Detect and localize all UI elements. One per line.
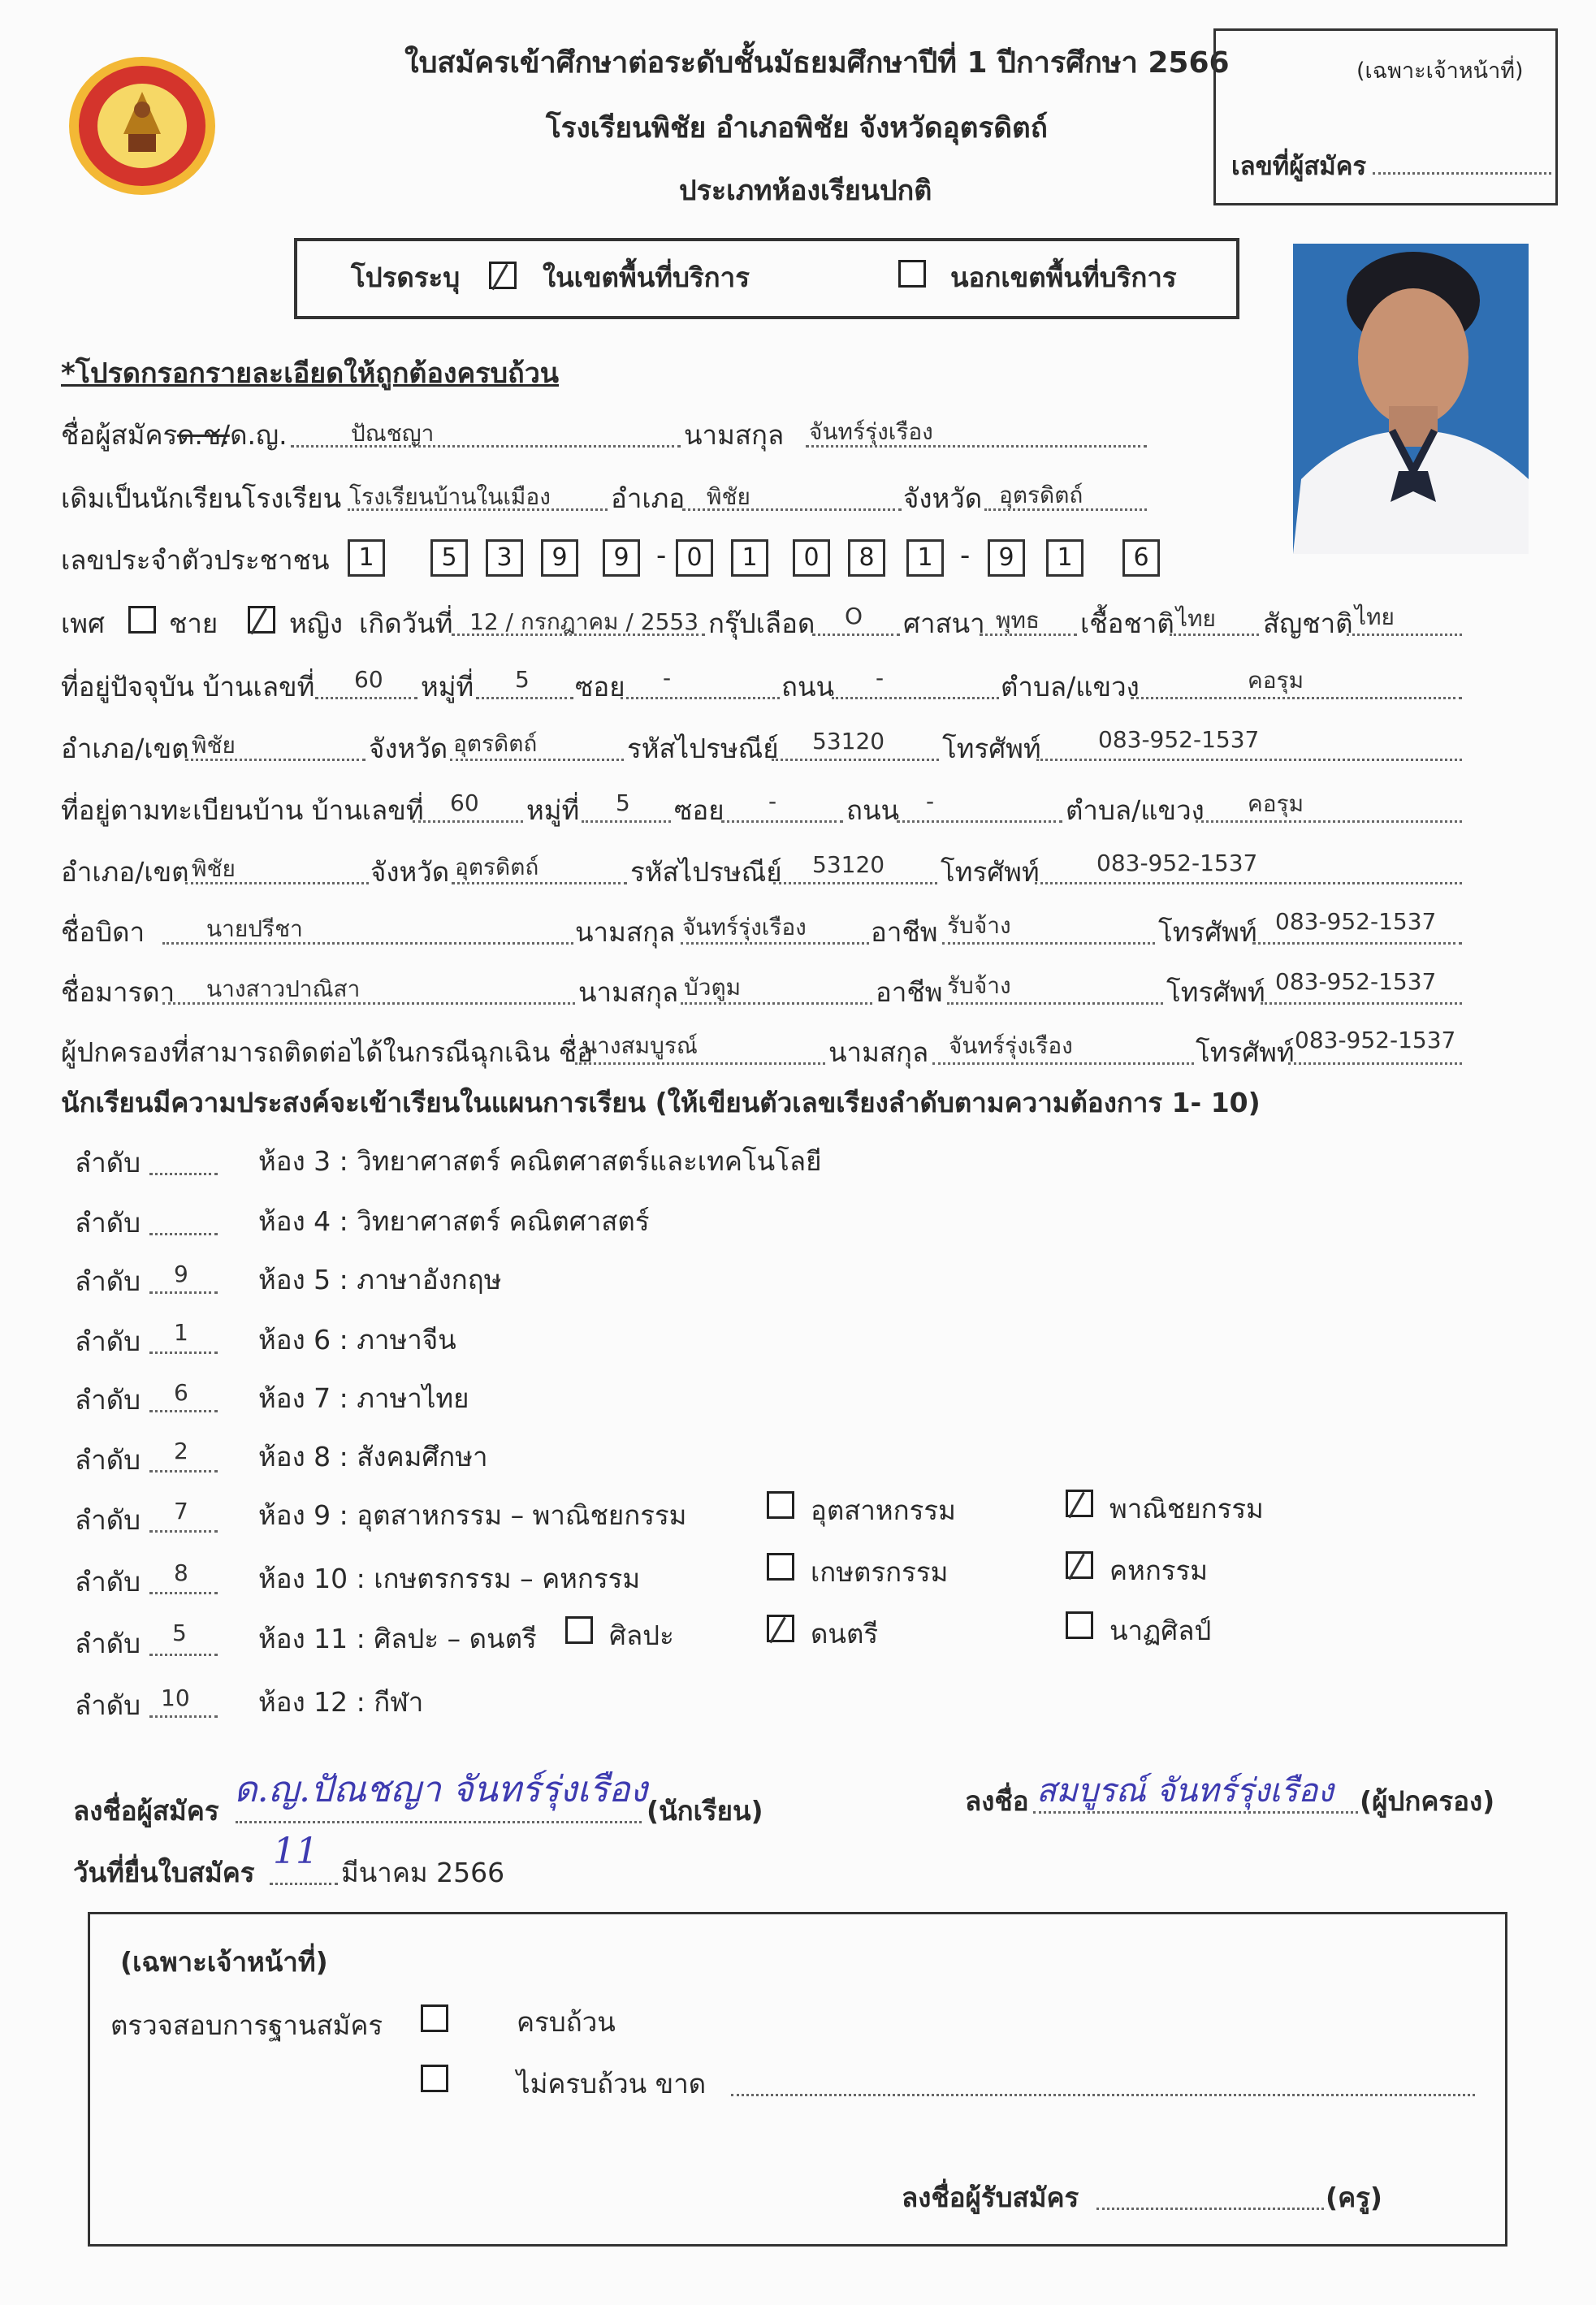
room-label: ห้อง 8 : สังคมศึกษา [258,1441,488,1473]
music-label: ดนตรี [811,1618,879,1650]
mother-surname-label: นามสกุล [578,976,679,1008]
form-title: ใบสมัครเข้าศึกษาต่อระดับชั้นมัธยมศึกษาปีที่ 1 ปีการศึกษา 2566 [404,46,1230,80]
home-economics-label: คหกรรม [1109,1555,1209,1586]
current-soi-label: ซอย [575,671,625,703]
order-label: ลำดับ [75,1384,141,1416]
mother-phone[interactable]: 083-952-1537 [1275,968,1437,995]
national-id-digit[interactable]: 9 [988,539,1025,577]
out-area-label: นอกเขตพื้นที่บริการ [950,262,1177,293]
order-label: ลำดับ [75,1325,141,1357]
order-label: ลำดับ [75,1147,141,1178]
current-moo-label: หมู่ที่ [421,671,474,703]
order-value[interactable]: 9 [174,1261,188,1287]
guardian-surname-label: นามสกุล [828,1036,929,1068]
room-label: ห้อง 3 : วิทยาศาสตร์ คณิตศาสตร์และเทคโนโลยี [258,1145,822,1177]
industry-checkbox[interactable] [767,1491,794,1519]
guardian-signature-label: ลงชื่อ [965,1785,1029,1817]
room-label: ห้อง 5 : ภาษาอังกฤษ [258,1264,502,1295]
student-label: (นักเรียน) [647,1795,763,1827]
father-name[interactable]: นายปรีชา [206,915,303,942]
applicant-no-field[interactable] [1373,172,1551,175]
room-label: ห้อง 6 : ภาษาจีน [258,1324,456,1356]
blood-label: กรุ๊ปเลือด [708,608,815,639]
apply-date-day: 11 [273,1831,318,1872]
national-id-digit[interactable]: 6 [1122,539,1160,577]
mother-job-label: อาชีพ [876,976,943,1008]
national-id-digit[interactable]: 1 [348,539,385,577]
commerce-label: พาณิชยกรรม [1109,1493,1264,1524]
reg-postal[interactable]: 53120 [812,851,885,878]
current-tambon[interactable]: คอรุม [1248,667,1304,694]
in-area-checkbox[interactable] [489,262,517,289]
reg-tambon[interactable]: คอรุม [1248,790,1304,817]
teacher-label: (ครู) [1326,2182,1382,2213]
current-road-label: ถนน [781,671,835,703]
mother-phone-label: โทรศัพท์ [1166,976,1265,1008]
current-amphoe[interactable]: พิชัย [192,732,236,759]
reg-tambon-label: ตำบล/แขวง [1066,794,1205,826]
father-label: ชื่อบิดา [61,916,145,948]
reg-phone-label: โทรศัพท์ [941,856,1040,888]
current-soi[interactable]: - [663,664,672,691]
current-road[interactable]: - [876,664,885,691]
current-province-label: จังหวัด [369,733,448,764]
current-house-no[interactable]: 60 [354,666,383,693]
female-checkbox[interactable] [248,606,275,634]
music-checkbox[interactable] [767,1615,794,1642]
agriculture-label: เกษตรกรรม [811,1556,949,1588]
mother-name[interactable]: นางสาวปาณิสา [206,975,361,1002]
current-postal-label: รหัสไปรษณีย์ [627,733,779,764]
art-label: ศิลปะ [609,1620,674,1651]
national-id-digit[interactable]: 0 [676,539,713,577]
student-photo [1293,244,1529,554]
complete-label: ครบถ้วน [517,2006,616,2038]
national-id-digit[interactable]: 8 [848,539,885,577]
blood-value[interactable]: O [845,603,863,629]
reg-province[interactable]: อุตรดิตถ์ [455,854,539,880]
national-id-digit[interactable]: 0 [793,539,830,577]
receiver-signature-field[interactable] [1096,2208,1324,2210]
religion-value[interactable]: พุทธ [996,607,1040,634]
out-area-checkbox[interactable] [898,260,926,288]
order-value[interactable]: 2 [174,1438,188,1464]
nationality-label: สัญชาติ [1263,608,1353,639]
male-label: ชาย [169,608,218,639]
home-economics-checkbox[interactable] [1066,1551,1093,1579]
national-id-digit[interactable]: 9 [541,539,578,577]
order-value[interactable]: 8 [174,1559,188,1586]
dance-label: นาฏศิลป์ [1109,1615,1212,1646]
reg-moo-label: หมู่ที่ [526,794,580,826]
reg-moo[interactable]: 5 [616,789,630,816]
father-job-label: อาชีพ [871,916,938,948]
officer-title: (เฉพาะเจ้าหน้าที่) [120,1946,328,1978]
order-value[interactable]: 6 [174,1379,188,1406]
nationality-value[interactable]: ไทย [1355,603,1395,630]
order-label: ลำดับ [75,1265,141,1297]
father-surname-label: นามสกุล [575,916,676,948]
current-phone-label: โทรศัพท์ [942,733,1041,764]
national-id-digit[interactable]: 9 [603,539,640,577]
commerce-checkbox[interactable] [1066,1490,1093,1517]
birth-label: เกิดวันที่ [359,608,453,639]
plans-heading: นักเรียนมีความประสงค์จะเข้าเรียนในแผนการเรียน (ให้เขียนตัวเลขเรียงลำดับตามความต้องการ 1- 10) [61,1087,1261,1118]
father-surname[interactable]: จันทร์รุ่งเรือง [682,914,807,941]
official-only-label: (เฉพาะเจ้าหน้าที่) [1356,58,1524,84]
guardian-surname[interactable]: จันทร์รุ่งเรือง [949,1032,1073,1059]
male-checkbox[interactable] [128,606,156,634]
birth-value[interactable]: 12 / กรกฎาคม / 2553 [469,608,699,635]
national-id-digit[interactable]: 3 [486,539,523,577]
gender-label: เพศ [61,608,105,639]
dance-checkbox[interactable] [1066,1611,1093,1639]
religion-label: ศาสนา [903,608,985,639]
order-label: ลำดับ [75,1628,141,1659]
father-phone-label: โทรศัพท์ [1158,916,1257,948]
female-label: หญิง [289,608,343,639]
room-label: ห้อง 10 : เกษตรกรรม – คหกรรม [258,1563,641,1594]
reg-phone[interactable]: 083-952-1537 [1096,850,1258,876]
reg-amphoe-label: อำเภอ/เขต [61,856,189,888]
race-value[interactable]: ไทย [1176,605,1216,632]
incomplete-label: ไม่ครบถ้วน ขาด [517,2068,707,2100]
school-name: โรงเรียนพิชัย อำเภอพิชัย จังหวัดอุตรดิตถ์ [546,112,1048,145]
complete-checkbox[interactable] [421,2004,448,2032]
first-name-value[interactable]: ปัณชญา [351,420,435,447]
room-label: ห้อง 4 : วิทยาศาสตร์ คณิตศาสตร์ [258,1205,650,1237]
applicant-signature: ด.ญ.ปัณชญา จันทร์รุ่งเรือง [234,1769,648,1810]
prev-district-label: อำเภอ [611,482,686,514]
national-id-digit[interactable]: 1 [731,539,768,577]
in-area-label: ในเขตพื้นที่บริการ [543,262,750,293]
incomplete-checkbox[interactable] [421,2065,448,2092]
order-value[interactable]: 7 [174,1498,188,1524]
national-id-separator: - [656,539,667,572]
order-label: ลำดับ [75,1504,141,1536]
mother-surname[interactable]: บัวตูม [684,974,742,1001]
reg-house-no[interactable]: 60 [450,789,479,816]
title-male-struck: ด.ช. [177,419,230,451]
agriculture-checkbox[interactable] [767,1553,794,1581]
school-seal-logo [65,53,219,199]
title-female: /ด.ญ. [221,419,288,451]
national-id-digit[interactable]: 5 [430,539,468,577]
guardian-label: ผู้ปกครองที่สามารถติดต่อได้ในกรณีฉุกเฉิน ชื่อ [61,1036,594,1068]
order-label: ลำดับ [75,1689,141,1721]
national-id-digit[interactable]: 1 [1046,539,1083,577]
mother-label: ชื่อมารดา [61,976,175,1008]
classroom-type: ประเภทห้องเรียนปกติ [679,175,932,207]
guardian-phone[interactable]: 083-952-1537 [1295,1027,1456,1053]
surname-value[interactable]: จันทร์รุ่งเรือง [809,418,933,445]
order-label: ลำดับ [75,1207,141,1239]
mother-job[interactable]: รับจ้าง [947,972,1011,999]
prev-district-value[interactable]: พิชัย [707,483,750,510]
reg-road-label: ถนน [846,794,900,826]
father-phone[interactable]: 083-952-1537 [1275,908,1437,935]
apply-date-rest: มีนาคม 2566 [341,1857,505,1888]
race-label: เชื้อชาติ [1080,608,1174,639]
room-label: ห้อง 7 : ภาษาไทย [258,1382,469,1414]
prev-school-value[interactable]: โรงเรียนบ้านในเมือง [349,483,551,510]
area-label: โปรดระบุ [351,262,461,293]
applicant-signature-label: ลงชื่อผู้สมัคร [73,1795,219,1827]
order-value[interactable]: 10 [161,1684,190,1711]
prev-province-label: จังหวัด [903,482,983,514]
reg-address-label: ที่อยู่ตามทะเบียนบ้าน บ้านเลขที่ [61,794,424,826]
reg-soi[interactable]: - [768,788,777,815]
current-province[interactable]: อุตรดิตถ์ [453,730,538,757]
current-address-label: ที่อยู่ปัจจุบัน บ้านเลขที่ [61,671,315,703]
father-job[interactable]: รับจ้าง [947,912,1011,939]
current-amphoe-label: อำเภอ/เขต [61,733,189,764]
prev-province-value[interactable]: อุตรดิตถ์ [999,482,1083,508]
prev-school-label: เดิมเป็นนักเรียนโรงเรียน [61,482,342,514]
current-moo[interactable]: 5 [515,666,530,693]
reg-postal-label: รหัสไปรษณีย์ [630,856,782,888]
applicant-no-label: เลขที่ผู้สมัคร [1231,152,1367,181]
guardian-signature: สมบูรณ์ จันทร์รุ่งเรือง [1036,1772,1334,1810]
name-label: ชื่อผู้สมัคร [61,419,178,451]
surname-label: นามสกุล [684,419,785,451]
receiver-signature-label: ลงชื่อผู้รับสมัคร [902,2182,1079,2213]
reg-road[interactable]: - [926,788,935,815]
document-check-label: ตรวจสอบการฐานสมัคร [110,2009,383,2041]
order-value[interactable]: 5 [172,1620,187,1646]
order-value[interactable]: 1 [174,1319,188,1346]
room-label: ห้อง 11 : ศิลปะ – ดนตรี [258,1623,537,1654]
guardian-phone-label: โทรศัพท์ [1196,1036,1295,1068]
order-label: ลำดับ [75,1444,141,1476]
current-tambon-label: ตำบล/แขวง [1001,671,1140,703]
reg-soi-label: ซอย [674,794,724,826]
current-postal[interactable]: 53120 [812,728,885,755]
room-label: ห้อง 9 : อุตสาหกรรม – พาณิชยกรรม [258,1499,687,1531]
national-id-label: เลขประจำตัวประชาชน [61,544,330,576]
current-phone[interactable]: 083-952-1537 [1098,726,1260,753]
order-label: ลำดับ [75,1566,141,1598]
instruction-text: *โปรดกรอกรายละเอียดให้ถูกต้องครบถ้วน [61,357,560,390]
art-checkbox[interactable] [565,1616,593,1644]
national-id-separator: - [960,539,971,572]
missing-items-field[interactable] [731,2094,1475,2096]
guardian-name[interactable]: นางสมบูรณ์ [582,1032,698,1059]
reg-amphoe[interactable]: พิชัย [192,855,236,882]
reg-province-label: จังหวัด [370,856,450,888]
industry-label: อุตสาหกรรม [811,1494,956,1526]
room-label: ห้อง 12 : กีฬา [258,1686,424,1718]
national-id-digit[interactable]: 1 [906,539,944,577]
guardian-role-label: (ผู้ปกครอง) [1360,1785,1495,1817]
apply-date-label: วันที่ยื่นใบสมัคร [73,1857,255,1888]
